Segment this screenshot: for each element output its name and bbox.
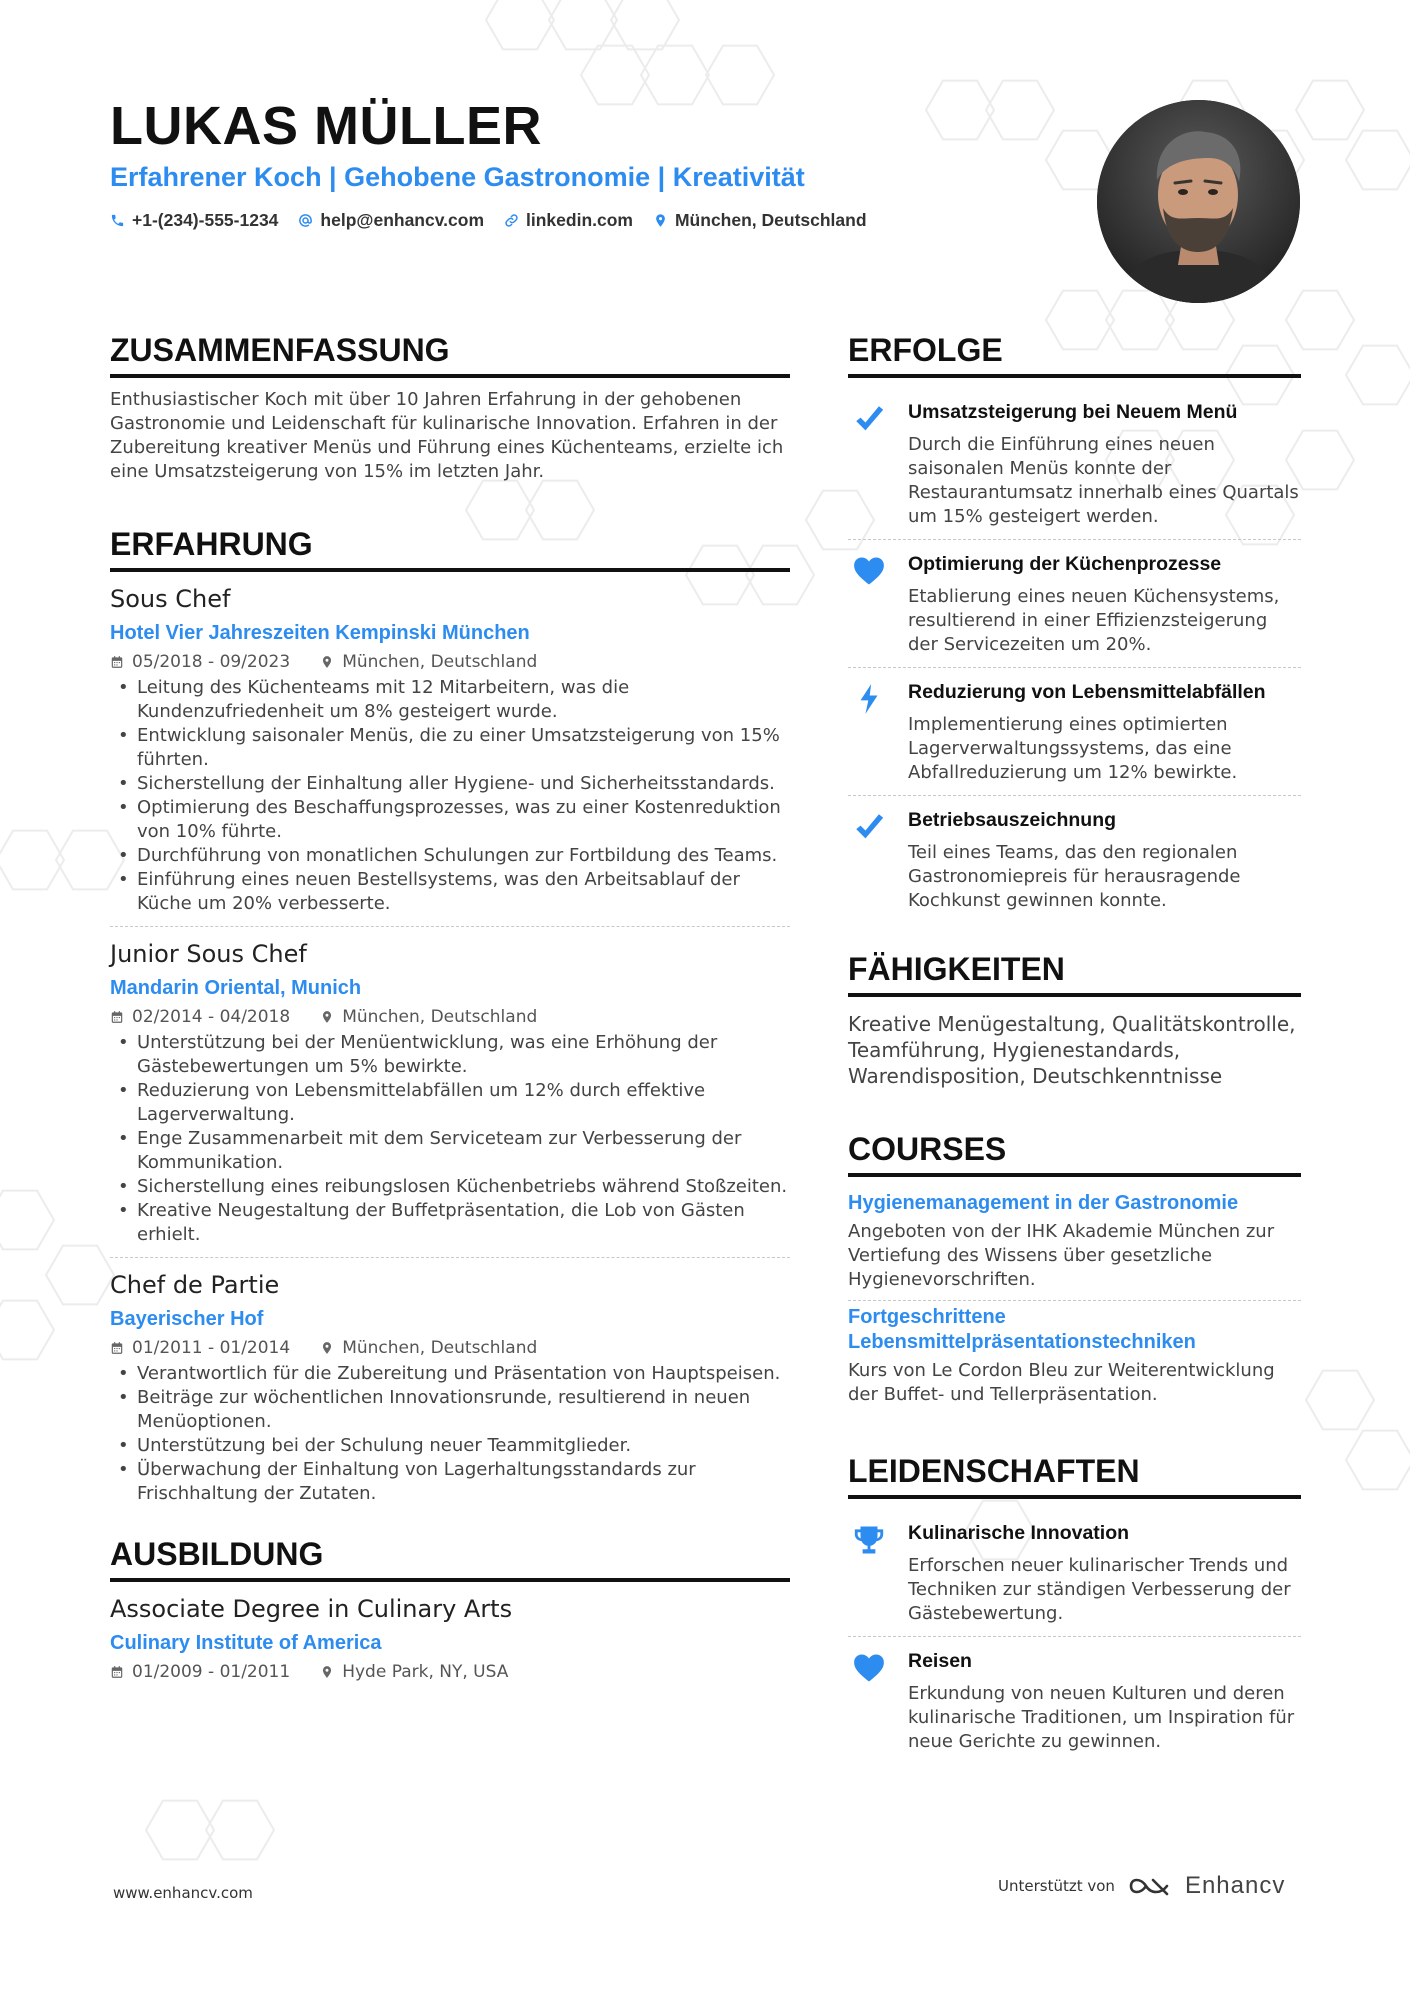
- job-bullets: [110, 1362, 790, 1506]
- job-dates-wrap: [110, 1003, 290, 1031]
- bullet-item: • Verantwortlich für die Zubereitung und Präsentation von Hauptspeisen.: [110, 1362, 790, 1386]
- education-section: [110, 1534, 790, 1686]
- course-desc: Angeboten von der IHK Akademie München zur Vertiefung des Wissens über gesetzliche Hygienevorschriften.: [848, 1221, 1275, 1290]
- job-dates: 05/2018 - 09/2023: [132, 652, 291, 672]
- achievements-heading: ERFOLGE: [848, 330, 1301, 378]
- item-body: [908, 1521, 1301, 1626]
- education-location: Hyde Park, NY, USA: [342, 1662, 509, 1682]
- job-location-wrap: [320, 1334, 537, 1362]
- education-heading: AUSBILDUNG: [110, 1534, 790, 1582]
- bullet-item: • Einführung eines neuen Bestellsystems, was den Arbeitsablauf der Küche um 20% verbesserte.: [110, 868, 790, 916]
- job-title: Junior Sous Chef: [110, 940, 307, 968]
- bullet-item: • Enge Zusammenarbeit mit dem Serviceteam zur Verbesserung der Kommunikation.: [110, 1127, 790, 1175]
- job-entry: [110, 937, 790, 1258]
- job-meta: [110, 648, 790, 676]
- achievement-item: [848, 668, 1301, 796]
- job-entry: [110, 1268, 790, 1516]
- contact-email[interactable]: [298, 210, 484, 231]
- job-bullets: [110, 676, 790, 916]
- at-icon: [298, 213, 313, 228]
- location-icon: [653, 213, 668, 228]
- job-dates-wrap: [110, 648, 290, 676]
- item-icon-wrap: [848, 680, 890, 785]
- powered-by-label: Unterstützt von: [998, 1877, 1115, 1895]
- school-name: Culinary Institute of America: [110, 1632, 382, 1654]
- passion-item: [848, 1637, 1301, 1764]
- calendar-icon: [110, 1010, 124, 1024]
- course-desc: Kurs von Le Cordon Bleu zur Weiterentwicklung der Buffet- und Tellerpräsentation.: [848, 1360, 1275, 1405]
- item-desc: Teil eines Teams, das den regionalen Gastronomiepreis für herausragende Kochkunst gewinnen konnte.: [908, 842, 1241, 911]
- bullet-item: • Optimierung des Beschaffungsprozesses, was zu einer Kostenreduktion von 10% führte.: [110, 796, 790, 844]
- job-dates: 02/2014 - 04/2018: [132, 1007, 291, 1027]
- education-meta: [110, 1658, 790, 1686]
- job-dates: 01/2011 - 01/2014: [132, 1338, 291, 1358]
- bolt-icon: [852, 682, 886, 716]
- bullet-item: • Reduzierung von Lebensmittelabfällen um 12% durch effektive Lagerverwaltung.: [110, 1079, 790, 1127]
- footer-branding: [998, 1872, 1285, 1900]
- item-body: [908, 400, 1301, 529]
- skills-section: [848, 949, 1301, 1089]
- experience-heading: ERFAHRUNG: [110, 524, 790, 572]
- job-location-wrap: [320, 648, 537, 676]
- passions-heading: LEIDENSCHAFTEN: [848, 1451, 1301, 1499]
- courses-section: [848, 1129, 1301, 1415]
- left-column: [110, 330, 790, 1686]
- company-name[interactable]: Mandarin Oriental, Munich: [110, 977, 362, 999]
- course-item: [848, 1301, 1301, 1415]
- candidate-title: Erfahrener Koch | Gehobene Gastronomie | Kreativität: [110, 162, 805, 192]
- achievement-item: [848, 796, 1301, 923]
- education-dates: 01/2009 - 01/2011: [132, 1662, 291, 1682]
- check-icon: [852, 810, 886, 844]
- item-desc: Durch die Einführung eines neuen saisonalen Menüs konnte der Restaurantumsatz innerhalb eines Quartals um 15% gesteigert werden.: [908, 434, 1299, 527]
- item-title: Reisen: [908, 1650, 972, 1672]
- calendar-icon: [110, 1341, 124, 1355]
- summary-heading: ZUSAMMENFASSUNG: [110, 330, 790, 378]
- courses-heading: COURSES: [848, 1129, 1301, 1177]
- check-icon: [852, 402, 886, 436]
- profile-photo: [1097, 100, 1300, 303]
- location-icon: [320, 1665, 334, 1679]
- contact-phone[interactable]: [110, 210, 278, 231]
- job-location: München, Deutschland: [342, 1338, 538, 1358]
- course-item: [848, 1187, 1301, 1301]
- footer-site-link[interactable]: www.enhancv.com: [113, 1884, 253, 1902]
- job-entry: [110, 582, 790, 927]
- bullet-item: • Überwachung der Einhaltung von Lagerhaltungsstandards zur Frischhaltung der Zutaten.: [110, 1458, 790, 1506]
- experience-section: [110, 524, 790, 1516]
- job-title: Sous Chef: [110, 585, 231, 613]
- item-body: [908, 680, 1301, 785]
- job-meta: [110, 1334, 790, 1362]
- trophy-icon: [852, 1523, 886, 1557]
- item-desc: Etablierung eines neuen Küchensystems, resultierend in einer Effizienzsteigerung der Servicezeiten um 20%.: [908, 586, 1280, 655]
- contact-location-text: München, Deutschland: [674, 210, 867, 230]
- item-body: [908, 1649, 1301, 1754]
- bullet-item: • Sicherstellung der Einhaltung aller Hygiene- und Sicherheitsstandards.: [110, 772, 790, 796]
- contact-bar: [110, 210, 867, 231]
- contact-linkedin[interactable]: [504, 210, 633, 231]
- item-body: [908, 552, 1301, 657]
- item-body: [908, 808, 1301, 913]
- skills-text: Kreative Menügestaltung, Qualitätskontrolle, Teamführung, Hygienestandards, Warendisposition, Deutschkenntnisse: [848, 1012, 1296, 1088]
- bullet-item: • Leitung des Küchenteams mit 12 Mitarbeitern, was die Kundenzufriedenheit um 8% gesteigert wurde.: [110, 676, 790, 724]
- bullet-item: • Kreative Neugestaltung der Buffetpräsentation, die Lob von Gästen erhielt.: [110, 1199, 790, 1247]
- enhancv-logo-icon: [1127, 1874, 1173, 1898]
- degree-title: Associate Degree in Culinary Arts: [110, 1595, 513, 1623]
- bullet-item: • Entwicklung saisonaler Menüs, die zu einer Umsatzsteigerung von 15% führten.: [110, 724, 790, 772]
- passion-item: [848, 1509, 1301, 1637]
- item-icon-wrap: [848, 1521, 890, 1626]
- location-icon: [320, 1010, 334, 1024]
- item-icon-wrap: [848, 400, 890, 529]
- course-list: [848, 1187, 1301, 1415]
- job-title: Chef de Partie: [110, 1271, 280, 1299]
- item-icon-wrap: [848, 1649, 890, 1754]
- job-location: München, Deutschland: [342, 1007, 538, 1027]
- company-name[interactable]: Hotel Vier Jahreszeiten Kempinski München: [110, 622, 530, 644]
- right-column: [848, 330, 1301, 1764]
- candidate-name: LUKAS MÜLLER: [110, 96, 542, 156]
- bullet-item: • Beiträge zur wöchentlichen Innovationsrunde, resultierend in neuen Menüoptionen.: [110, 1386, 790, 1434]
- contact-location: [653, 210, 867, 231]
- job-location-wrap: [320, 1003, 537, 1031]
- calendar-icon: [110, 1665, 124, 1679]
- passion-list: [848, 1509, 1301, 1764]
- item-title: Betriebsauszeichnung: [908, 809, 1117, 831]
- brand-name[interactable]: Enhancv: [1184, 1872, 1286, 1899]
- achievement-item: [848, 540, 1301, 668]
- item-desc: Erforschen neuer kulinarischer Trends und Techniken zur ständigen Verbesserung der Gästebewertung.: [908, 1555, 1291, 1624]
- contact-email-text: help@enhancv.com: [320, 210, 485, 230]
- job-list: [110, 582, 790, 1516]
- phone-icon: [110, 213, 125, 228]
- link-icon: [504, 213, 519, 228]
- company-name[interactable]: Bayerischer Hof: [110, 1308, 264, 1330]
- achievements-section: [848, 330, 1301, 923]
- contact-phone-text: +1-(234)-555-1234: [132, 210, 279, 230]
- job-bullets: [110, 1031, 790, 1247]
- heart-icon: [852, 554, 886, 588]
- passions-section: [848, 1451, 1301, 1764]
- bullet-item: • Sicherstellung eines reibungslosen Küchenbetriebs während Stoßzeiten.: [110, 1175, 790, 1199]
- item-title: Reduzierung von Lebensmittelabfällen: [908, 681, 1266, 703]
- bullet-item: • Unterstützung bei der Menüentwicklung, was eine Erhöhung der Gästebewertungen um 5% bewirkte.: [110, 1031, 790, 1079]
- job-location: München, Deutschland: [342, 652, 538, 672]
- course-title[interactable]: Fortgeschrittene Lebensmittelpräsentationstechniken: [848, 1306, 1196, 1353]
- item-title: Kulinarische Innovation: [908, 1522, 1130, 1544]
- bullet-item: • Unterstützung bei der Schulung neuer Teammitglieder.: [110, 1434, 790, 1458]
- skills-heading: FÄHIGKEITEN: [848, 949, 1301, 997]
- job-meta: [110, 1003, 790, 1031]
- job-dates-wrap: [110, 1334, 290, 1362]
- location-icon: [320, 655, 334, 669]
- summary-text: Enthusiastischer Koch mit über 10 Jahren Erfahrung in der gehobenen Gastronomie und Leidenschaft für kulinarische Innovation. Erfahren in der Zubereitung kreativer Menüs und Führung eines Küchenteams, erzielte ich eine Umsatzsteigerung von 15% im letzten Jahr.: [110, 389, 784, 482]
- item-desc: Erkundung von neuen Kulturen und deren kulinarische Traditionen, um Inspiration für neue Gerichte zu gewinnen.: [908, 1683, 1295, 1752]
- item-title: Umsatzsteigerung bei Neuem Menü: [908, 401, 1238, 423]
- summary-section: [110, 330, 790, 484]
- location-icon: [320, 1341, 334, 1355]
- heart-icon: [852, 1651, 886, 1685]
- item-title: Optimierung der Küchenprozesse: [908, 553, 1222, 575]
- achievement-list: [848, 388, 1301, 923]
- achievement-item: [848, 388, 1301, 540]
- contact-linkedin-text: linkedin.com: [526, 210, 633, 230]
- item-desc: Implementierung eines optimierten Lagerverwaltungssystems, das eine Abfallreduzierung um 12% bewirkte.: [908, 714, 1238, 783]
- item-icon-wrap: [848, 808, 890, 913]
- item-icon-wrap: [848, 552, 890, 657]
- course-title[interactable]: Hygienemanagement in der Gastronomie: [848, 1192, 1239, 1214]
- calendar-icon: [110, 655, 124, 669]
- bullet-item: • Durchführung von monatlichen Schulungen zur Fortbildung des Teams.: [110, 844, 790, 868]
